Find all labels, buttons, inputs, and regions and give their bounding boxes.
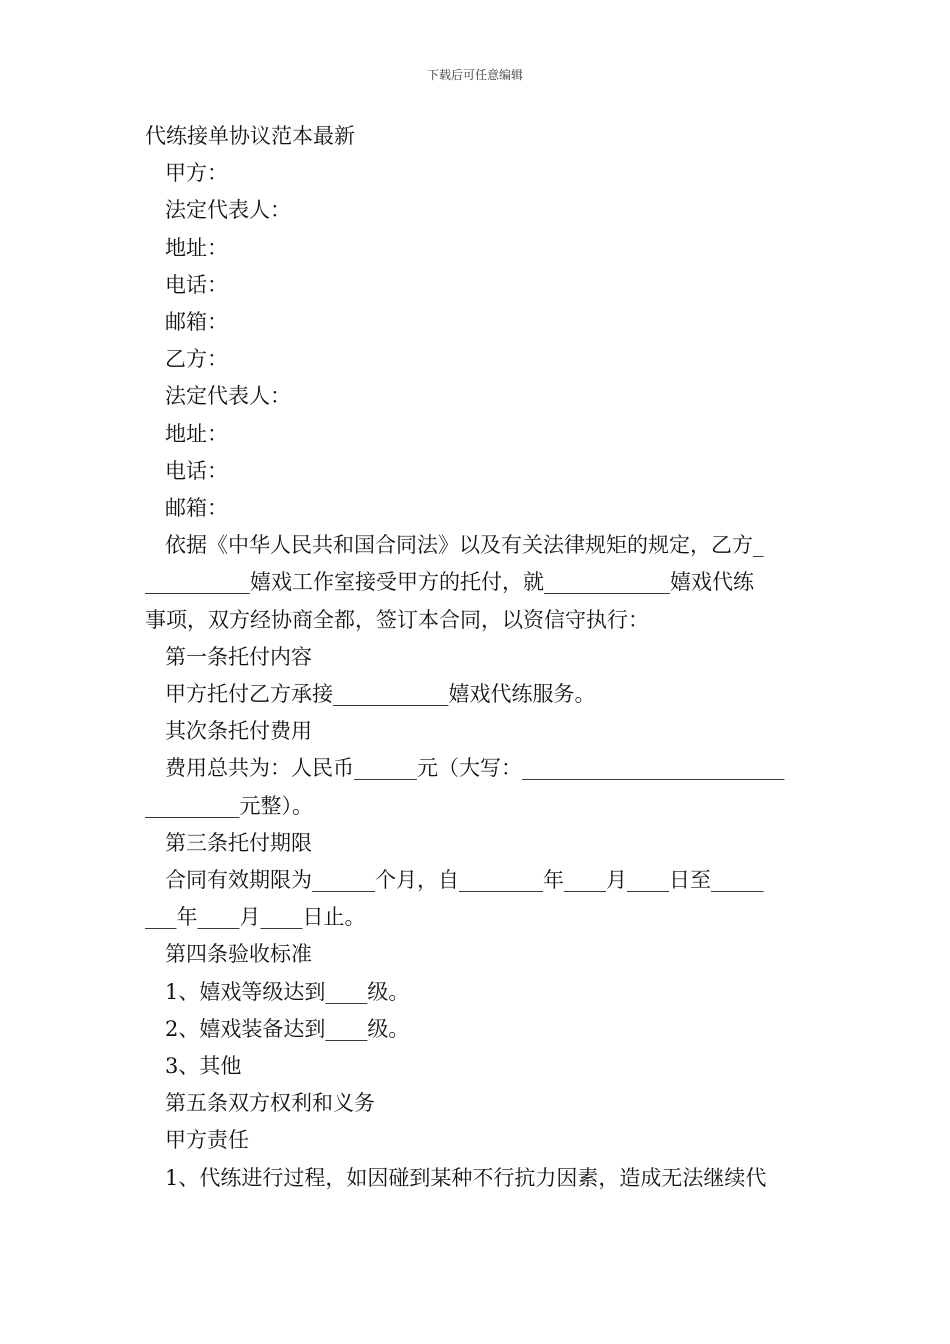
basis-paragraph-line1: 依据《中华人民共和国合同法》以及有关法律规矩的规定，乙方_ (165, 533, 764, 558)
party-a-legal-rep: 法定代表人： (165, 198, 291, 223)
party-a-address: 地址： (165, 235, 228, 260)
party-b-email: 邮箱： (165, 496, 228, 521)
article3-heading: 第三条托付期限 (165, 830, 312, 855)
article4-item1: 1、嬉戏等级达到____级。 (165, 979, 410, 1004)
page-header: 下载后可任意编辑 (426, 68, 523, 82)
party-b-legal-rep: 法定代表人： (165, 384, 291, 409)
article3-line1: 合同有效期限为______个月，自________年____月____日至_____ (165, 868, 764, 893)
party-a-phone: 电话： (165, 272, 228, 297)
party-b-address: 地址： (165, 421, 228, 446)
article2-heading: 其次条托付费用 (165, 719, 312, 744)
article5-heading: 第五条双方权利和义务 (165, 1091, 375, 1116)
article1-heading: 第一条托付内容 (165, 644, 312, 669)
article3-line2: ___年____月____日止。 (145, 905, 366, 930)
basis-paragraph-line2: __________嬉戏工作室接受甲方的托付，就____________嬉戏代练 (145, 570, 754, 595)
article2-line1: 费用总共为：人民币______元（大写：_________________________ (165, 756, 785, 781)
article4-item2: 2、嬉戏装备达到____级。 (165, 1016, 410, 1041)
article5-subheading: 甲方责任 (165, 1128, 249, 1153)
article4-heading: 第四条验收标准 (165, 942, 312, 967)
article4-item3: 3、其他 (165, 1054, 242, 1079)
party-b-phone: 电话： (165, 458, 228, 483)
document-title: 代练接单协议范本最新 (145, 124, 355, 148)
article5-item1: 1、代练进行过程，如因碰到某种不行抗力因素，造成无法继续代 (165, 1165, 767, 1190)
article2-line2: _________元整）。 (145, 793, 313, 818)
party-a-label: 甲方： (165, 161, 228, 186)
basis-paragraph-line3: 事项，双方经协商全都，签订本合同，以资信守执行： (145, 607, 649, 632)
article1-text: 甲方托付乙方承接___________嬉戏代练服务。 (165, 682, 596, 707)
document-body (145, 118, 810, 1197)
party-a-email: 邮箱： (165, 310, 228, 335)
party-b-label: 乙方： (165, 347, 228, 372)
